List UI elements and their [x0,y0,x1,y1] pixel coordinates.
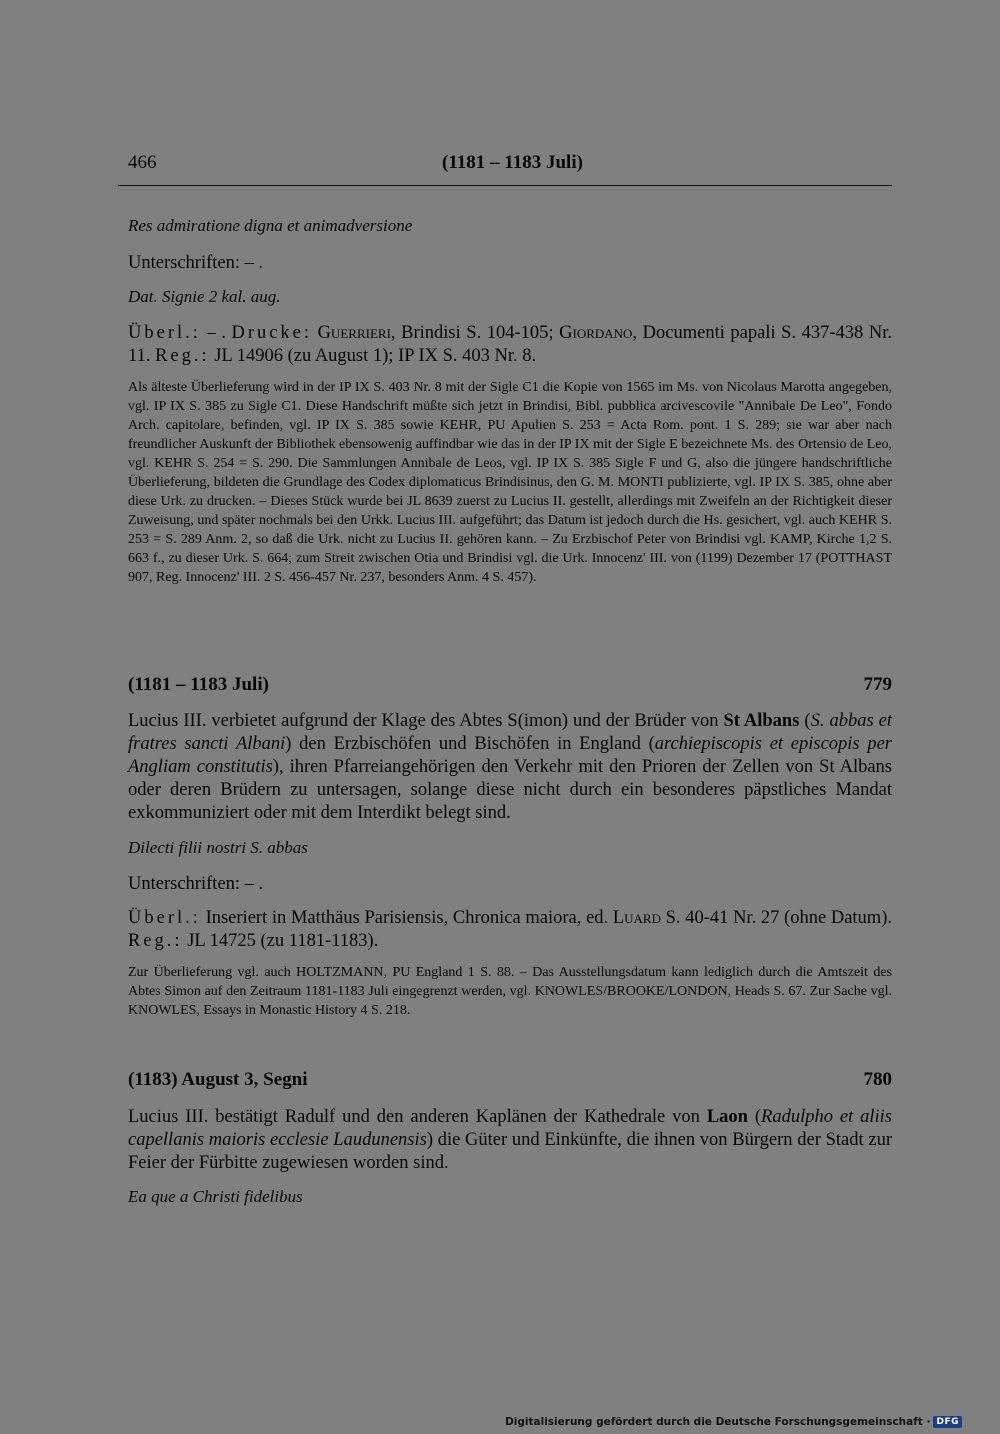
recipient-place: Laon [706,1107,748,1127]
label-uberl: Überl.: [128,908,201,928]
summary-text: ( [747,1107,762,1127]
header-rule [118,185,892,186]
entry-779-transmission [128,907,892,953]
prev-transmission [128,322,892,368]
recipient-place: St Albans [723,711,800,731]
edition-author: Guerrieri [317,323,391,343]
summary-text: Lucius III. verbietet aufgrund der Klage des Abtes S(imon) und der Brüder von [128,711,724,731]
uberl-value: Inseriert in Matthäus Parisiensis, Chronica maiora, ed. [200,908,613,928]
label-uberl: Überl.: [128,323,201,343]
label-reg: Reg.: [128,931,183,951]
label-reg: Reg.: [155,346,210,366]
entry-779-note: Zur Überlieferung vgl. auch HOLTZMANN, PU England 1 S. 88. – Das Ausstellungsdatum kann lediglich durch die Amtszeit des Abtes Simon auf den Zeitraum 1181-1183 Juli eingegrenzt werden, vgl. KNOWLES/BROOKE/LONDON, Heads S. 67. Zur Sache vgl. KNOWLES, Essays in Monastic History 4 S. 218. [128,965,892,1018]
edition-ref: , Brindisi S. 104-105; [390,323,560,343]
latin-phrase: Radulpho et aliis capellanis maioris ecclesie Laudunensis [128,1107,892,1150]
entry-date: (1183) August 3, Segni [128,1069,308,1090]
entry-date: (1181 – 1183 Juli) [128,674,269,695]
prev-subscriptions: Unterschriften: – . [128,253,264,273]
summary-text: Lucius III. bestätigt Radulf und den anderen Kaplänen der Kathedrale von [128,1107,707,1127]
running-header [128,152,892,178]
entry-779-summary [128,710,892,825]
dfg-logo: DFG [933,1416,962,1428]
entry-780-incipit: Ea que a Christi fidelibus [128,1187,303,1206]
entry-779-heading [128,674,892,696]
reg-value: JL 14906 (zu August 1); IP IX S. 403 Nr. 8. [209,346,537,366]
entry-number: 779 [863,674,892,695]
latin-phrase: S. abbas et fratres sancti Albani [128,711,892,754]
entry-780-heading [128,1069,892,1091]
summary-text: ) die Güter und Einkünfte, die ihnen von Bürgern der Stadt zur Feier der Fürbitte zugewiesen worden sind. [128,1130,892,1173]
entry-779-incipit: Dilecti filii nostri S. abbas [128,838,308,857]
entry-779-subscriptions: Unterschriften: – . [128,874,264,894]
prev-note: Als älteste Überlieferung wird in der IP IX S. 403 Nr. 8 mit der Sigle C1 die Kopie von 1565 im Ms. von Nicolaus Marotta angegeben, vgl. IP IX S. 385 zu Sigle C1. Diese Handschrift müßte sich jetzt in Brindisi, Bibl. pubblica arcivescovile "Annibale De Leo", Fondo Arch. capitolare, befinden, vgl. IP IX S. 385 sowie KEHR, PU Apulien S. 253 = Acta Rom. pont. 1 S. 289; sie war aber nach freundlicher Auskunft der Bibliothek ebensowenig auffindbar wie das in der IP IX mit der Sigle E bezeichnete Ms. des Ortensio de Leo, vgl. KEHR S. 254 = S. 290. Die Sammlungen Annibale de Leos, vgl. IP IX S. 385 Sigle F und G, also die jüngere handschriftliche Überlieferung, bildeten die Grundlage des Codex diplomaticus Brindisinus, den G. M. MONTI publizierte, vgl. IP IX S. 385, ohne aber diese Urk. zu drucken. – Dieses Stück wurde bei JL 8639 zuerst zu Lucius II. gestellt, allerdings mit Zweifeln an der Richtigkeit dieser Zuweisung, und später nochmals bei den Urkk. Lucius III. aufgeführt; das Datum ist jedoch durch die Hs. gesichert, vgl. auch KEHR S. 253 = S. 289 Anm. 2, so daß die Urk. nicht zu Lucius II. gehören kann. – Zu Erzbischof Peter von Brindisi vgl. KAMP, Kirche 1,2 S. 663 f., zu dieser Urk. S. 664; zum Streit zwischen Otia und Brindisi vgl. die Urk. Innocenz' III. von (1199) Dezember 17 (POTTHAST 907, Reg. Innocenz' III. 2 S. 456-457 Nr. 237, besonders Anm. 4 S. 457). [128,380,892,585]
edition-author: Luard [612,908,661,928]
uberl-rest: S. 40-41 Nr. 27 (ohne Datum). [660,908,892,928]
entry-780-summary [128,1106,892,1175]
prev-incipit: Res admiratione digna et animadversione [128,216,413,235]
uberl-value: – . [200,323,232,343]
page-number: 466 [128,152,157,173]
summary-text: ), ihren Pfarreiangehörigen den Verkehr mit den Prioren der Zellen von St Albans oder deren Brüdern zu untersagen, solange diese nicht durch ein besonderes päpstliches Mandat exkommuniziert oder mit dem Interdikt belegt sind. [128,757,893,823]
summary-text: ( [799,711,811,731]
funding-footer [505,1415,962,1429]
latin-phrase: archiepiscopis et episcopis per Angliam constitutis [128,734,893,777]
edition-ref: , Documenti papali S. 437-438 Nr. 11. [128,323,892,366]
label-drucke: Drucke: [231,323,313,343]
edition-author: Giordano [559,323,633,343]
header-title: (1181 – 1183 Juli) [442,152,583,173]
prev-dating: Dat. Signie 2 kal. aug. [128,287,281,306]
summary-text: ) den Erzbischöfen und Bischöfen in England ( [285,734,655,754]
entry-number: 780 [863,1069,892,1090]
reg-value: JL 14725 (zu 1181-1183). [182,931,379,951]
footer-text: Digitalisierung gefördert durch die Deutsche Forschungsgemeinschaft · [505,1416,931,1428]
